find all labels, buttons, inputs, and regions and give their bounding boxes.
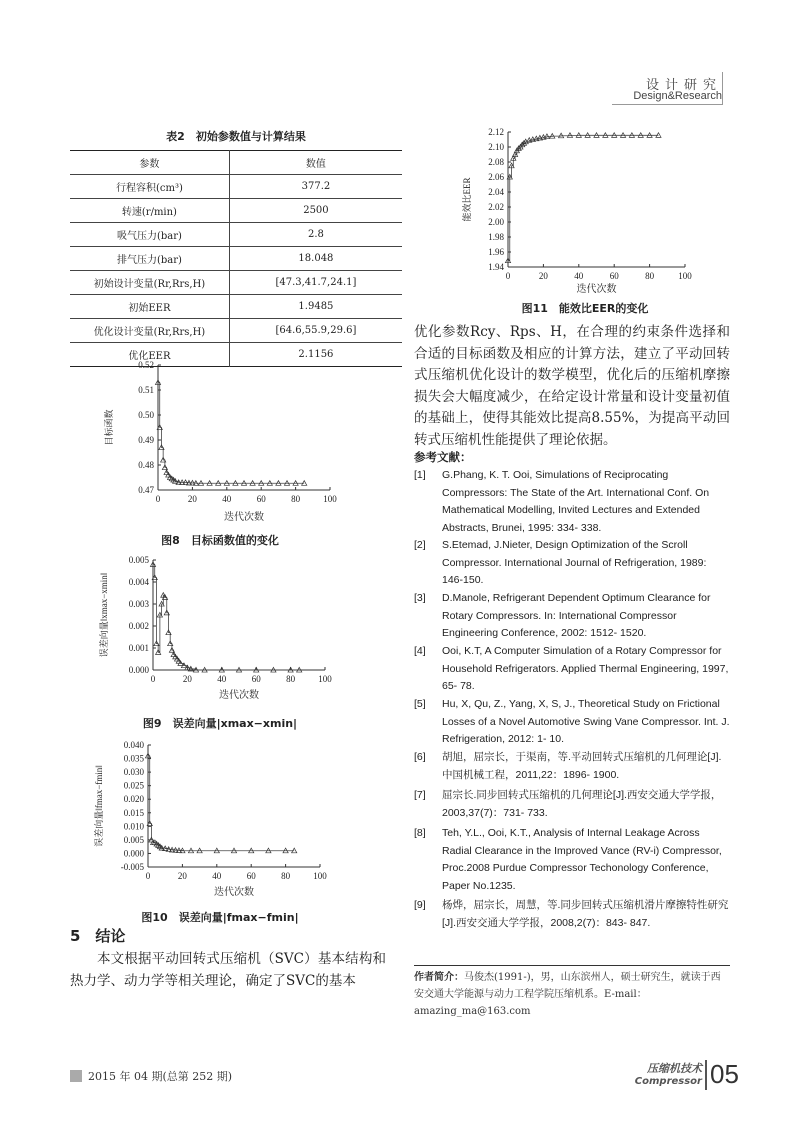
y-axis-label: 目标函数 [104,409,114,446]
list-item [414,643,730,696]
list-item [414,749,730,787]
table-cell: [64.6,55.9,29.6] [275,325,357,336]
table-header-row [70,151,402,175]
x-tick-label: 40 [212,871,222,881]
y-tick-label: 0.005 [128,555,149,565]
table-cell: 1.9485 [298,301,334,312]
y-tick-label: -0.005 [120,862,144,872]
reference-number: [3] [414,592,426,604]
y-tick-label: 0.002 [128,621,149,631]
y-tick-label: 0.004 [128,577,149,587]
x-tick-label: 20 [177,871,187,881]
header-vertical-divider [722,72,723,105]
section-paragraph: 本文根据平动回转式压缩机（SVC）基本结构和热力学、动力学等相关理论，确定了SVC的基本 [70,951,386,989]
footer-divider [705,1060,707,1090]
table-cell: 18.048 [298,253,334,264]
reference-list [414,467,730,935]
series-line [158,383,304,484]
y-tick-label: 0.040 [123,740,144,750]
table-cell: 2.8 [307,229,324,240]
y-tick-label: 0.50 [138,410,154,420]
table2-caption: 表2 初始参数值与计算结果 [166,130,306,143]
section-heading: 5 结论 [70,927,126,945]
x-tick-label: 20 [538,271,548,281]
y-tick-label: 0.003 [128,599,149,609]
chart-fig9 [95,550,360,705]
reference-number: [7] [414,789,426,801]
y-tick-label: 1.94 [488,262,504,272]
reference-text: D.Manole, Refrigerant Dependent Optimum Clearance for Rotary Compressors. In: International Compressor Engineering Conference, 2002: 1512- 1520. [442,592,711,639]
table-row [70,247,402,271]
table-row [70,175,402,199]
x-tick-label: 0 [505,271,511,281]
fig9-caption: 图9 误差向量|xmax−xmin| [142,717,298,730]
x-tick-label: 60 [256,494,266,504]
chart-fig10 [90,735,360,900]
series-line [148,756,294,851]
x-tick-label: 0 [150,674,156,684]
x-tick-label: 0 [155,494,161,504]
table-cell: 初始EER [70,295,229,319]
y-tick-label: 2.10 [488,142,504,152]
reference-text: Ooi, K.T, A Computer Simulation of a Rotary Compressor for Household Refrigerators. Applied Thermal Engineering, 1997, 65- 78. [442,645,729,692]
author-text: 马俊杰(1991-)，男，山东滨州人，硕士研究生，就读于西安交通大学能源与动力工程学院压缩机系。E-mail：amazing_ma@163.com [414,972,721,1017]
x-axis-label: 迭代次数 [214,887,254,898]
reference-text: G.Phang, K. T. Ooi, Simulations of Reciprocating Compressors: The State of the Art. International Conf. On Mathematical Modelling, Invited Lectures and Extended Abstracts, Brunei, 1995: 334- 338. [442,469,710,534]
reference-text: 屈宗长.同步回转式压缩机的几何理论[J].西安交通大学学报，2003,37(7)：731- 733. [442,789,722,819]
reference-number: [4] [414,645,426,657]
y-axis-label: 能效比EER [462,177,472,222]
reference-number: [9] [414,899,426,911]
y-tick-label: 0.52 [138,360,154,370]
y-tick-label: 0.005 [123,834,144,845]
x-tick-label: 100 [318,674,332,684]
table2 [70,150,402,367]
table-cell: 转速(r/min) [70,199,229,223]
reference-text: 胡旭，屈宗长，于渠南，等.平动回转式压缩机的几何理论[J].中国机械工程，2011,22：1896- 1900. [442,751,722,781]
reference-number: [2] [414,539,426,551]
y-tick-label: 2.04 [488,187,504,197]
author-note [414,969,730,1020]
y-tick-label: 0.030 [123,767,144,778]
list-item [414,897,730,935]
list-item [414,467,730,537]
x-tick-label: 80 [281,871,291,881]
fig11-caption: 图11 能效比EER的变化 [521,302,649,315]
table-cell: 优化EER [70,343,229,367]
y-axis-label: 误差向量‖fmax−fmin‖ [94,765,104,847]
y-tick-label: 0.015 [123,807,144,818]
x-tick-label: 100 [313,871,327,881]
y-tick-label: 0.001 [128,643,149,653]
conclusion-paragraph-continued: 优化参数Rcy、Rps、H，在合理的约束条件选择和合适的目标函数及相应的计算方法，建立了平动回转式压缩机优化设计的数学模型，优化后的压缩机摩擦损失会大幅度减少，在给定设计常量和设计变量初值的基础上，使得其能效比提高8.55%，为提高平动回转式压缩机性能提供了理论依据。 [414,324,730,448]
x-tick-label: 100 [678,271,692,281]
journal-logo-en: Compressor [634,1076,702,1087]
table-cell: 377.2 [301,181,331,192]
y-tick-label: 0.000 [123,848,144,859]
table-header-cell: 参数 [70,151,229,175]
x-tick-label: 20 [182,674,192,684]
table-cell: 行程容积(cm³) [70,175,229,199]
y-tick-label: 2.02 [488,202,504,212]
table-cell: 吸气压力(bar) [70,223,229,247]
list-item [414,787,730,825]
y-tick-label: 2.00 [488,217,504,227]
y-tick-label: 0.000 [128,665,149,675]
x-tick-label: 60 [251,674,261,684]
author-label: 作者简介： [414,972,464,983]
x-tick-label: 100 [323,494,337,504]
x-tick-label: 80 [645,271,655,281]
x-tick-label: 40 [222,494,232,504]
reference-text: Hu, X, Qu, Z., Yang, X, S, J., Theoretical Study on Frictional Losses of a Novel Automotive Swing Vane Compressor. Int. J. Refrigeration, 2012: 1- 10. [442,698,730,745]
table-cell: 优化设计变量(Rr,Rrs,H) [70,319,229,343]
y-tick-label: 0.020 [123,794,144,805]
x-tick-label: 40 [574,271,584,281]
y-tick-label: 2.08 [488,157,504,167]
table-row [70,271,402,295]
reference-number: [8] [414,827,426,839]
page-number: 05 [710,1059,739,1089]
y-tick-label: 0.47 [138,485,154,495]
x-tick-label: 80 [286,674,296,684]
reference-text: 杨烨，屈宗长，周慧，等.同步回转式压缩机滑片摩擦特性研究[J].西安交通大学学报，2008,2(7)：843- 847. [442,899,729,929]
x-axis-label: 迭代次数 [224,512,264,523]
reference-number: [1] [414,469,426,481]
fig8-caption: 图8 目标函数值的变化 [161,534,279,547]
x-axis-label: 迭代次数 [219,690,259,701]
x-tick-label: 60 [246,871,256,881]
footer-marker [70,1070,82,1082]
y-tick-label: 0.025 [123,780,144,791]
y-tick-label: 0.49 [138,435,154,445]
table-cell: 2.1156 [298,349,334,360]
table-header-cell: 数值 [305,159,326,170]
reference-text: S.Etemad, J.Nieter, Design Optimization of the Scroll Compressor. International Journal of Refrigeration, 1989: 146-150. [442,539,707,586]
x-tick-label: 80 [291,494,301,504]
references-title: 参考文献： [414,450,472,464]
header-column-subtitle: Design&Research [633,90,722,102]
x-axis-label: 迭代次数 [576,284,617,295]
chart-fig11 [460,122,710,297]
table-cell: 初始设计变量(Rr,Rrs,H) [70,271,229,295]
y-tick-label: 1.98 [488,232,504,242]
series-line [508,135,658,260]
header-column-title: 设计研究 [645,78,722,93]
y-tick-label: 0.48 [138,460,154,470]
reference-number: [5] [414,698,426,710]
table-cell: 2500 [303,205,329,216]
y-tick-label: 2.06 [488,172,504,182]
x-tick-label: 0 [145,871,151,881]
y-tick-label: 1.96 [488,247,504,257]
list-item [414,590,730,643]
table-row [70,295,402,319]
x-tick-label: 60 [609,271,619,281]
table-row [70,223,402,247]
y-tick-label: 0.035 [123,753,144,764]
y-tick-label: 0.51 [138,385,154,395]
reference-number: [6] [414,751,426,763]
author-divider [414,965,730,966]
header-divider [612,104,722,105]
list-item [414,825,730,897]
x-tick-label: 20 [187,494,197,504]
chart-fig8 [100,355,360,530]
fig10-caption: 图10 误差向量|fmax−fmin| [141,911,299,924]
reference-text: Teh, Y.L., Ooi, K.T., Analysis of Internal Leakage Across Radial Clearance in the Improved Vance (RV-i) Compressor, Proc.2008 Purdue Compressor Techonology Conference, Paper No.1235. [442,827,722,892]
list-item [414,696,730,749]
journal-logo-cn: 压缩机技术 [647,1062,702,1075]
list-item [414,537,730,590]
table-row [70,319,402,343]
journal-logo [606,1060,702,1087]
y-tick-label: 0.010 [123,821,144,832]
table-cell: [47.3,41.7,24.1] [275,277,357,288]
footer-issue: 2015 年 04 期(总第 252 期) [88,1070,233,1083]
table-row [70,199,402,223]
x-tick-label: 40 [217,674,227,684]
y-axis-label: 误差向量‖xmax−xmin‖ [99,572,109,658]
y-tick-label: 2.12 [488,127,504,137]
table-cell: 排气压力(bar) [70,247,229,271]
